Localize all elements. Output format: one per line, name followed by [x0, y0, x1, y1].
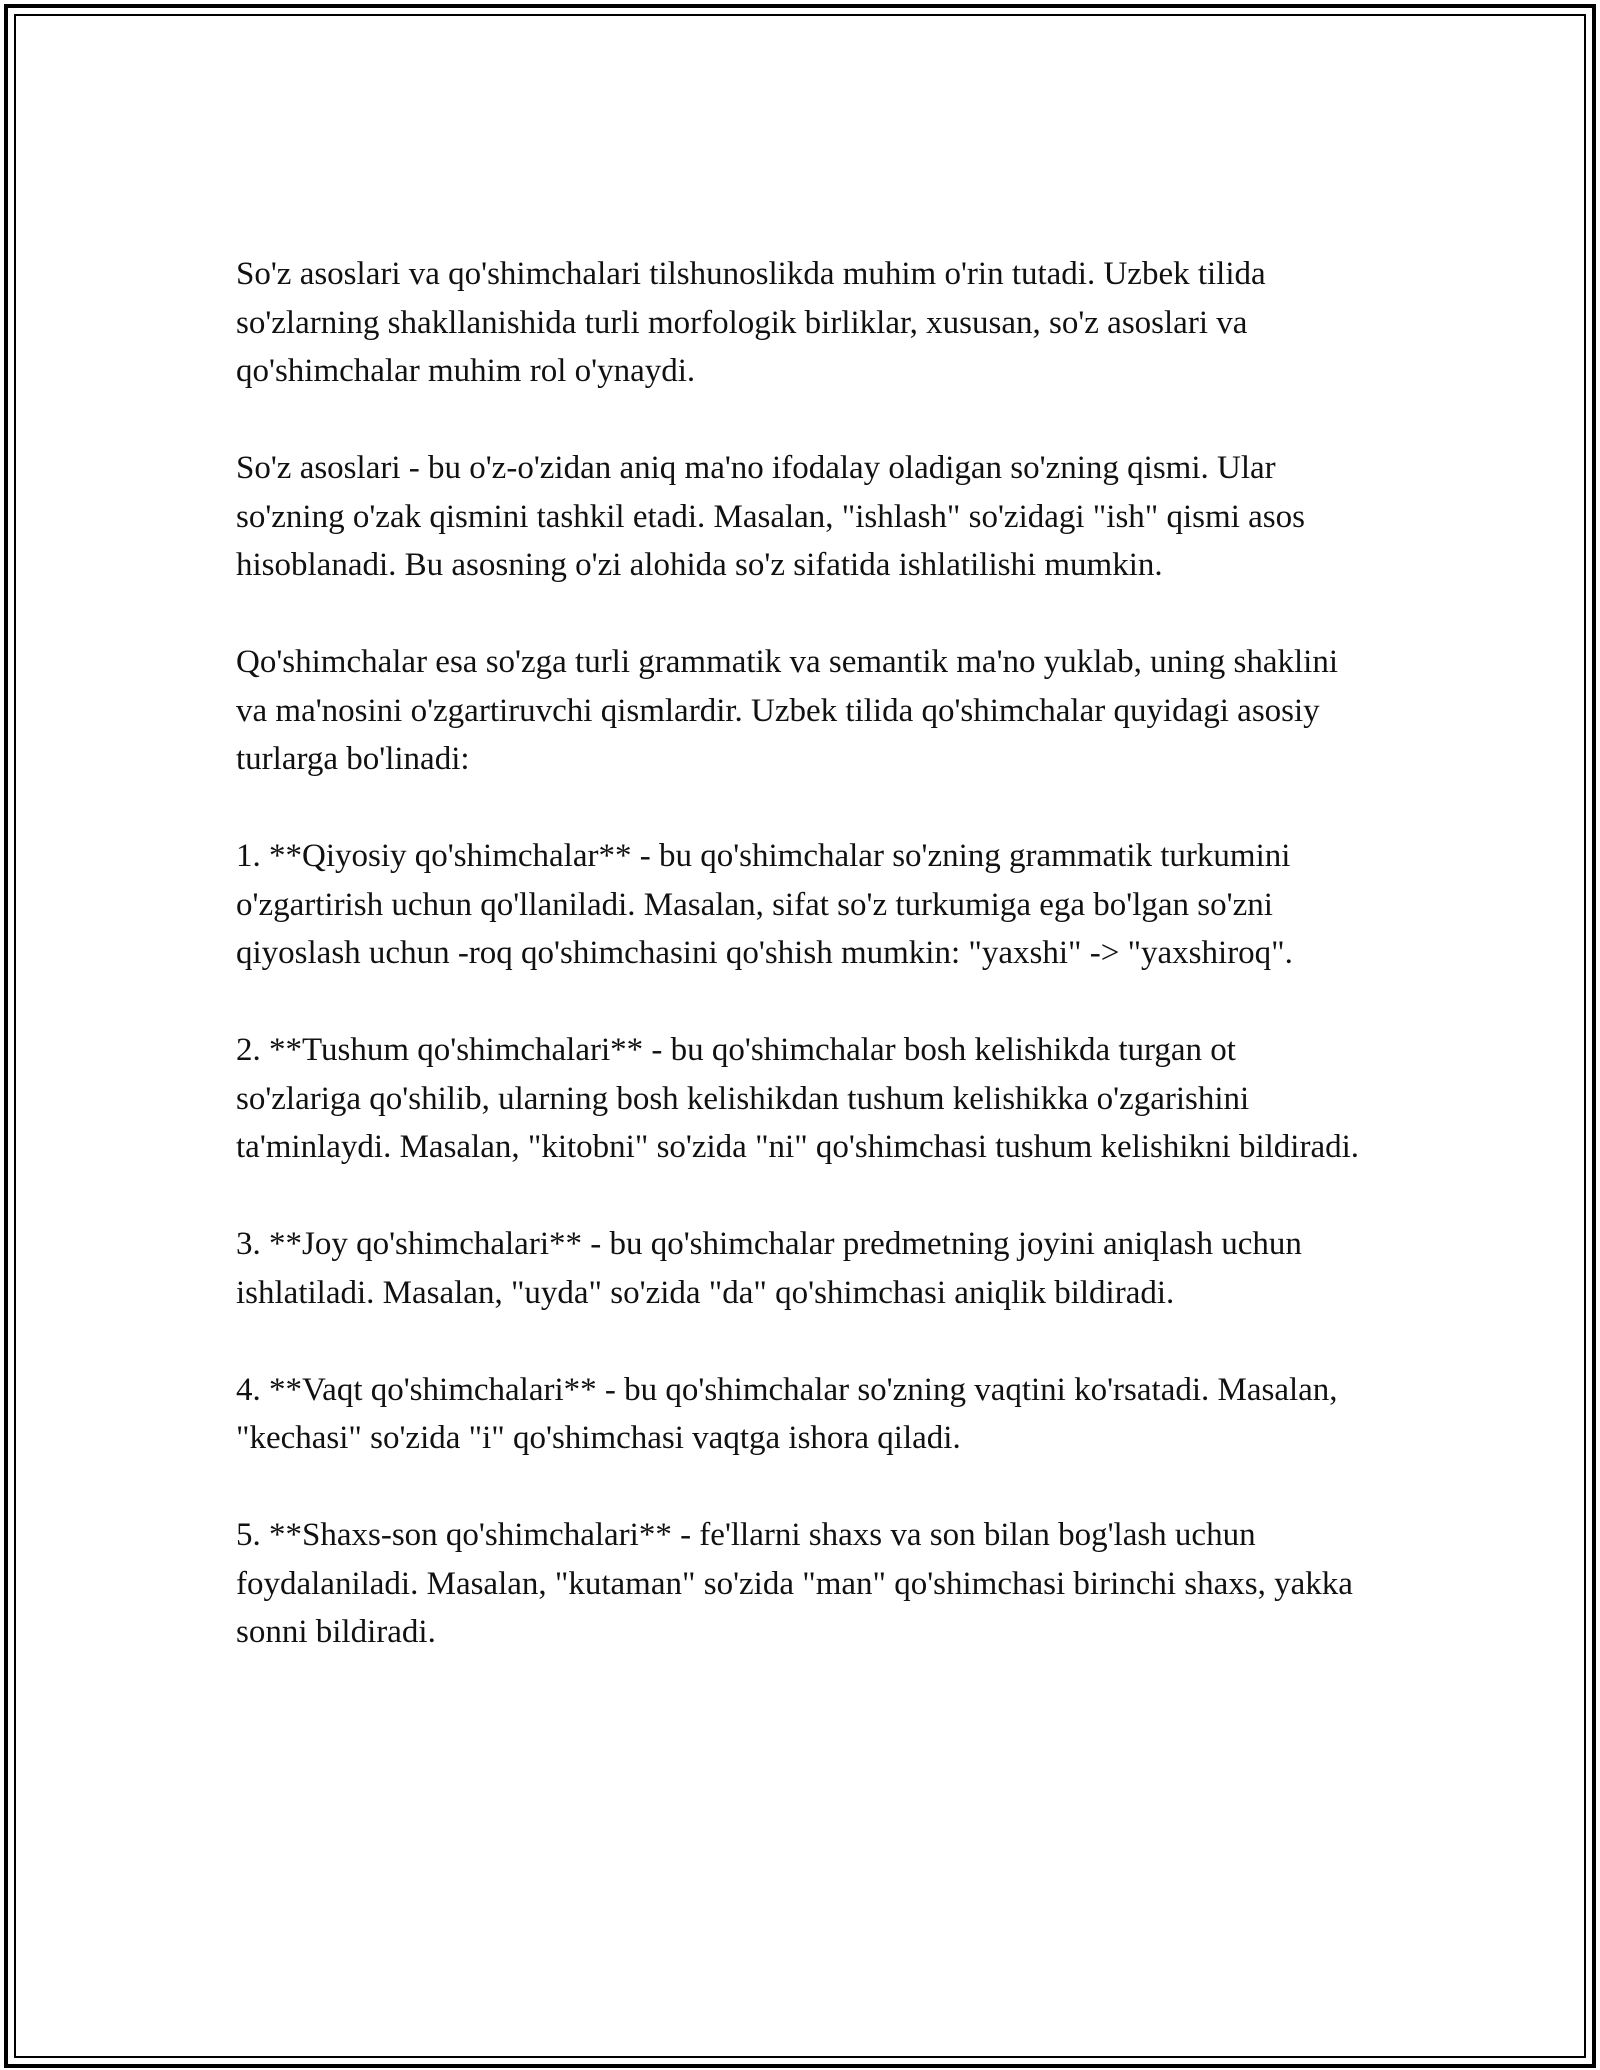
paragraph-word-stems: So'z asoslari - bu o'z-o'zidan aniq ma'no ifodalay oladigan so'zning qismi. Ular so'zning o'zak qismini tashkil etadi. Masalan, "ishlash" so'zidagi "ish" qismi asos hisoblanadi. Bu asosning o'zi alohida so'z sifatida ishlatilishi mumkin. [236, 450, 1305, 583]
list-item-comparative-suffixes: 1. **Qiyosiy qo'shimchalar** - bu qo'shimchalar so'zning grammatik turkumini o'zgartirish uchun qo'llaniladi. Masalan, sifat so'z turkumiga ega bo'lgan so'zni qiyoslash uchun -roq qo'shimchasini qo'shish mumkin: "yaxshi" -> "yaxshiroq". [236, 838, 1293, 971]
list-item-accusative-suffixes: 2. **Tushum qo'shimchalari** - bu qo'shimchalar bosh kelishikda turgan ot so'zlariga qo'shilib, ularning bosh kelishikdan tushum kelishikka o'zgarishini ta'minlaydi. Masalan, "kitobni" so'zida "ni" qo'shimchasi tushum kelishikni bildiradi. [236, 1032, 1360, 1165]
paragraph-intro: So'z asoslari va qo'shimchalari tilshunoslikda muhim o'rin tutadi. Uzbek tilida so'zlarning shakllanishida turli morfologik birliklar, xususan, so'z asoslari va qo'shimchalar muhim rol o'ynaydi. [236, 256, 1266, 389]
paragraph-suffixes: Qo'shimchalar esa so'zga turli grammatik va semantik ma'no yuklab, uning shaklini va ma'nosini o'zgartiruvchi qismlardir. Uzbek tilida qo'shimchalar quyidagi asosiy turlarga bo'linadi: [236, 644, 1339, 777]
list-item-time-suffixes: 4. **Vaqt qo'shimchalari** - bu qo'shimchalar so'zning vaqtini ko'rsatadi. Masalan, "kechasi" so'zida "i" qo'shimchasi vaqtga ishora qiladi. [236, 1371, 1338, 1456]
list-item-person-number-suffixes: 5. **Shaxs-son qo'shimchalari** - fe'llarni shaxs va son bilan bog'lash uchun foydalaniladi. Masalan, "kutaman" so'zida "man" qo'shimchasi birinchi shaxs, yakka sonni bildiradi. [236, 1517, 1353, 1650]
document-body [236, 250, 1366, 1705]
list-item-locative-suffixes: 3. **Joy qo'shimchalari** - bu qo'shimchalar predmetning joyini aniqlash uchun ishlatiladi. Masalan, "uyda" so'zida "da" qo'shimchasi aniqlik bildiradi. [236, 1226, 1302, 1311]
